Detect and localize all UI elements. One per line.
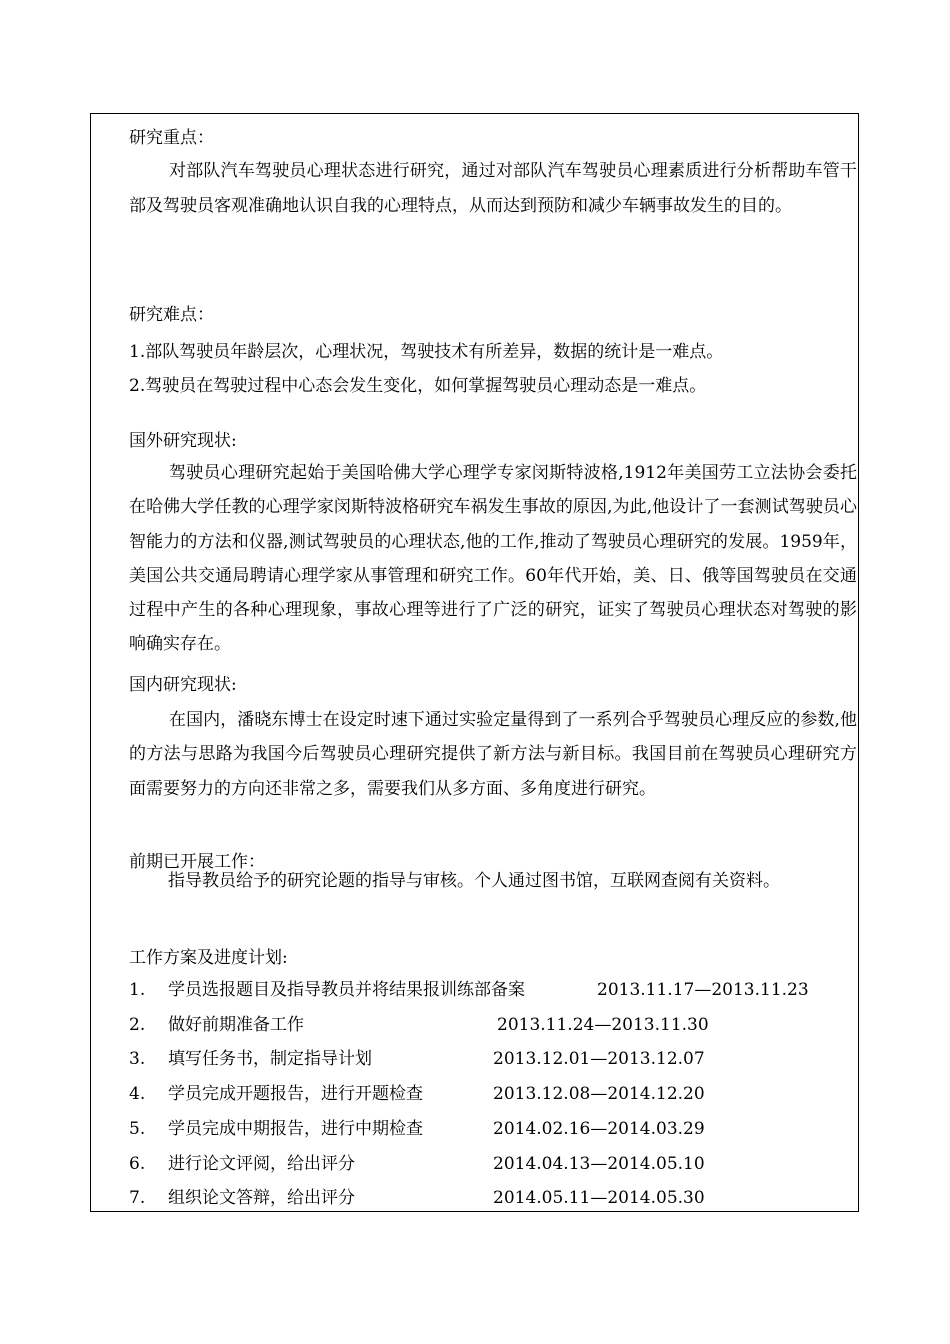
foreign-status-body: 驾驶员心理研究起始于美国哈佛大学心理学专家闵斯特波格,1912年美国劳工立法协会委托在哈佛大学任教的心理学家闵斯特波格研究车祸发生事故的原因,为此,他设计了一套测试驾驶员心智能力的方法和仪器,测试驾驶员的心理状态,他的工作,推动了驾驶员心理研究的发展。1959年，美国公共交通局聘请心理学家从事管理和研究工作。60年代开始，美、日、俄等国驾驶员在交通过程中产生的各种心理现象，事故心理等进行了广泛的研究，证实了驾驶员心理状态对驾驶的影响确实存在。 xyxy=(129,463,857,655)
foreign-status-heading: 国外研究现状: xyxy=(129,431,237,451)
plan-row-task: 填写任务书，制定指导计划 xyxy=(168,1049,372,1069)
domestic-status-heading: 国内研究现状: xyxy=(129,675,237,695)
form-frame xyxy=(90,113,859,1212)
plan-row-dates: 2014.04.13—2014.05.10 xyxy=(493,1154,705,1174)
plan-row-number: 7. xyxy=(129,1188,146,1208)
plan-row-dates: 2013.12.08—2014.12.20 xyxy=(493,1084,705,1104)
plan-row-task: 学员完成中期报告，进行中期检查 xyxy=(168,1119,423,1139)
plan-row-number: 3. xyxy=(129,1049,146,1069)
plan-row-task: 做好前期准备工作 xyxy=(168,1015,304,1035)
plan-row-number: 4. xyxy=(129,1084,146,1104)
plan-row-dates: 2014.02.16—2014.03.29 xyxy=(493,1119,705,1139)
difficulties-heading: 研究难点： xyxy=(129,305,214,325)
plan-row-number: 2. xyxy=(129,1015,146,1035)
plan-row-task: 学员完成开题报告，进行开题检查 xyxy=(168,1084,423,1104)
prior-work-heading: 前期已开展工作： xyxy=(129,852,265,872)
plan-heading: 工作方案及进度计划: xyxy=(129,948,288,968)
plan-row-number: 1. xyxy=(129,980,146,1000)
plan-row-task: 学员选报题目及指导教员并将结果报训练部备案 xyxy=(168,980,525,1000)
key-points-heading: 研究重点： xyxy=(129,128,214,148)
key-points-body: 对部队汽车驾驶员心理状态进行研究，通过对部队汽车驾驶员心理素质进行分析帮助车管干部及驾驶员客观准确地认识自我的心理特点，从而达到预防和减少车辆事故发生的目的。 xyxy=(129,161,857,216)
difficulty-item: 1.部队驾驶员年龄层次，心理状况，驾驶技术有所差异，数据的统计是一难点。 xyxy=(129,342,724,362)
plan-row-dates: 2013.11.17—2013.11.23 xyxy=(597,980,809,1000)
plan-row-task: 进行论文评阅，给出评分 xyxy=(168,1154,355,1174)
plan-row-task: 组织论文答辩，给出评分 xyxy=(168,1188,355,1208)
difficulty-item: 2.驾驶员在驾驶过程中心态会发生变化，如何掌握驾驶员心理动态是一难点。 xyxy=(129,376,707,396)
plan-row-number: 5. xyxy=(129,1119,146,1139)
prior-work-body: 指导教员给予的研究论题的指导与审核。个人通过图书馆，互联网查阅有关资料。 xyxy=(168,871,780,891)
plan-row-dates: 2014.05.11—2014.05.30 xyxy=(493,1188,705,1208)
plan-row-dates: 2013.11.24—2013.11.30 xyxy=(497,1015,709,1035)
plan-row-number: 6. xyxy=(129,1154,146,1174)
plan-row-dates: 2013.12.01—2013.12.07 xyxy=(493,1049,705,1069)
domestic-status-body: 在国内，潘晓东博士在设定时速下通过实验定量得到了一系列合乎驾驶员心理反应的参数,他的方法与思路为我国今后驾驶员心理研究提供了新方法与新目标。我国目前在驾驶员心理研究方面需要努力的方向还非常之多，需要我们从多方面、多角度进行研究。 xyxy=(129,710,857,799)
